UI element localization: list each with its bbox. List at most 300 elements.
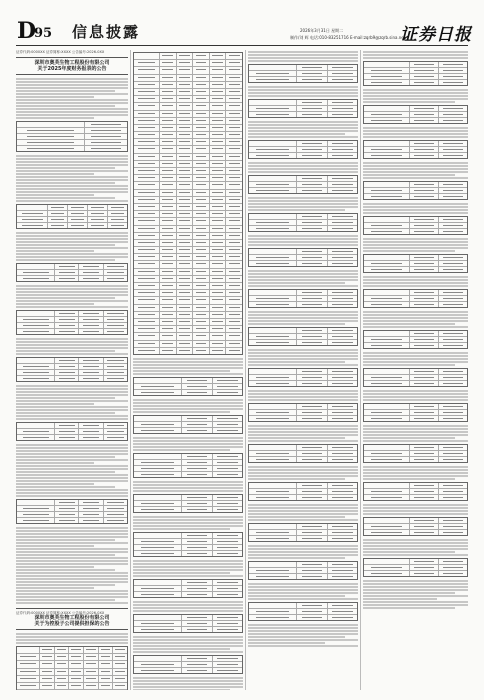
table-cell [193,297,210,303]
table-cell [160,67,177,73]
table-cell [177,82,194,88]
table-cell [249,141,297,146]
text-line [133,689,230,690]
text-line [133,566,243,568]
table-cell [134,472,182,477]
table-cell [410,147,439,152]
table-row [134,319,242,326]
table-cell [17,205,48,210]
table-cell [210,175,227,181]
table-cell [226,333,242,339]
table-cell [213,378,242,383]
data-table [363,254,468,273]
text-line [248,86,358,88]
text-line [16,462,94,464]
table-cell [108,223,127,228]
table-row [364,80,467,85]
table-cell [328,214,357,219]
table-cell [226,197,242,203]
table-cell [113,676,127,682]
table-cell [297,106,327,111]
table-row [17,676,127,683]
text-line [16,197,115,199]
table-row [134,103,242,110]
text-line [16,155,128,157]
text-line [248,235,358,237]
table-cell [193,312,210,318]
table-cell [55,423,79,428]
text-line [363,580,468,582]
announcement-title-line1: 深圳市奥芙生物工程股份有限公司 [34,615,110,621]
table-cell [226,276,242,282]
table-cell [226,75,242,81]
text-line [16,459,128,461]
text-line [363,89,468,91]
table-cell [410,565,439,570]
table-cell [17,676,40,682]
table-cell [68,217,88,222]
text-line [248,425,358,427]
table-cell [160,118,177,124]
table-cell [17,128,85,133]
table-row [134,204,242,211]
text-line [248,349,358,351]
column-4 [363,50,468,690]
table-cell [226,341,242,347]
text-line [248,639,358,641]
text-line [16,84,128,86]
table-row [134,290,242,297]
table-cell [193,204,210,210]
text-line [248,130,358,132]
data-table [133,494,243,513]
table-cell [439,194,467,199]
table-cell [99,654,114,660]
text-line [16,191,128,193]
table-cell [108,217,127,222]
table-cell [88,223,108,228]
table-cell [328,369,357,374]
announcement-body [16,633,128,690]
data-table [16,263,128,282]
table-cell [297,483,327,488]
text-line [363,165,468,167]
table-row [134,668,242,673]
table-cell [17,217,48,222]
table-cell [439,457,467,462]
text-line [133,443,243,445]
text-line [248,548,358,550]
data-table [248,561,358,580]
table-cell [104,358,127,363]
table-cell [439,80,467,85]
table-cell [297,524,327,529]
text-line [248,396,358,398]
text-line [248,431,358,433]
table-cell [99,661,114,667]
table-cell [84,654,99,660]
table-cell [17,311,55,316]
table-row [134,254,242,261]
text-line [363,171,468,173]
table-cell [134,466,182,471]
data-table [248,64,358,83]
text-line [248,51,358,53]
table-cell [210,53,227,59]
text-line [16,397,115,399]
text-line [133,487,243,489]
table-cell [364,375,410,380]
text-line [16,450,128,452]
table-row [134,283,242,290]
text-line [248,206,358,208]
table-cell [439,255,467,260]
table-cell [55,654,70,660]
text-line [363,203,468,205]
table-cell [99,676,114,682]
table-cell [439,267,467,272]
table-cell [160,146,177,152]
table-cell [84,676,99,682]
text-line [133,572,230,574]
table-cell [210,132,227,138]
table-cell [160,240,177,246]
table-cell [134,348,160,354]
table-cell [210,197,227,203]
table-cell [69,661,84,667]
table-cell [177,75,194,81]
table-row [17,223,127,228]
table-cell [226,53,242,59]
table-cell [210,261,227,267]
text-line [16,474,128,476]
text-line [248,197,358,199]
table-cell [177,319,194,325]
table-cell [364,290,410,295]
table-row [364,267,467,272]
text-line [248,311,358,313]
table-cell [364,524,410,529]
table-cell [328,261,357,266]
table-row [249,226,357,231]
table-cell [213,627,242,632]
table-cell [226,132,242,138]
table-cell [364,217,410,222]
table-cell [177,297,194,303]
text-line [16,388,128,390]
table-cell [439,223,467,228]
text-line [248,279,358,281]
table-cell [193,125,210,131]
table-cell [193,247,210,253]
table-cell [297,381,327,386]
table-cell [177,341,194,347]
masthead-rule [16,45,468,46]
text-line [363,212,468,214]
text-line [16,288,128,290]
table-row [134,111,242,118]
table-cell [177,290,194,296]
table-cell [177,139,194,145]
table-cell [40,676,55,682]
table-cell [85,128,127,133]
table-cell [439,483,467,488]
table-cell [249,340,297,345]
table-cell [439,118,467,123]
text-line [248,475,358,477]
text-line [248,320,358,322]
table-cell [134,118,160,124]
table-cell [160,204,177,210]
table-cell [410,194,439,199]
table-cell [177,226,194,232]
table-cell [210,161,227,167]
table-cell [134,247,160,253]
table-cell [213,422,242,427]
table-cell [160,333,177,339]
table-cell [182,378,212,383]
table-cell [182,507,212,512]
text-line [363,162,468,164]
table-cell [40,669,55,675]
text-line [16,572,128,574]
text-line [16,297,115,299]
text-line [363,475,468,477]
text-line [248,595,345,597]
text-line [16,232,128,234]
table-cell [328,404,357,409]
table-cell [160,103,177,109]
table-cell [79,518,103,523]
text-line [16,87,128,89]
text-line [248,434,358,436]
table-cell [364,112,410,117]
table-cell [134,501,182,506]
data-table [248,327,358,346]
table-cell [55,518,79,523]
text-line [16,560,128,562]
table-cell [328,375,357,380]
table-cell [410,74,439,79]
table-cell [249,495,297,500]
table-cell [55,683,70,689]
table-cell [134,390,182,395]
table-cell [249,302,297,307]
text-line [363,177,468,179]
text-line [363,551,455,553]
table-row [134,305,242,312]
table-cell [160,261,177,267]
text-line [363,282,468,284]
table-cell [104,270,127,275]
table-cell [113,683,127,689]
table-cell [226,89,242,95]
table-cell [297,296,327,301]
text-line [248,630,358,632]
table-cell [134,269,160,275]
table-cell [88,217,108,222]
data-table [16,499,128,524]
table-cell [364,559,410,564]
table-row [249,112,357,117]
data-table [363,482,468,501]
table-cell [134,539,182,544]
table-row [364,118,467,123]
text-line [363,250,455,252]
text-line [16,105,115,107]
table-row [134,154,242,161]
table-row [134,96,242,103]
table-cell [439,495,467,500]
table-cell [364,518,410,523]
text-line [16,406,128,408]
table-cell [182,627,212,632]
table-cell [226,168,242,174]
table-cell [249,489,297,494]
text-line [16,639,128,641]
table-cell [160,218,177,224]
table-row [364,571,467,576]
table-cell [17,654,40,660]
text-line [248,162,358,164]
table-cell [249,249,297,254]
text-line [363,513,468,515]
text-line [248,589,358,591]
data-table [133,579,243,598]
page-letter: D [17,18,37,44]
data-table [16,357,128,382]
editor-contact-line: 制作/刘 辉 电话:010-83251716 E-mail:zqrb9@zqrb.sina.net [290,35,406,40]
table-cell [297,147,327,152]
table-cell [79,270,103,275]
text-line [16,566,94,568]
page-number-logo [17,20,65,42]
table-cell [226,111,242,117]
table-cell [134,276,160,282]
text-line [363,592,455,594]
table-row [134,312,242,319]
table-cell [160,82,177,88]
table-cell [134,592,182,597]
table-cell [410,410,439,415]
table-cell [160,53,177,59]
text-line [133,519,243,521]
text-line [16,170,128,172]
table-cell [193,175,210,181]
table-cell [160,233,177,239]
table-cell [439,106,467,111]
data-table [363,289,468,308]
table-cell [69,647,84,653]
table-row [134,261,242,268]
table-cell [104,329,127,334]
table-cell [69,683,84,689]
table-cell [364,229,410,234]
table-cell [210,290,227,296]
table-row [17,683,127,690]
table-cell [48,205,68,210]
table-cell [193,53,210,59]
data-table [248,602,358,621]
table-cell [226,182,242,188]
text-line [133,367,243,369]
text-line [248,440,358,442]
table-cell [177,125,194,131]
table-row [134,197,242,204]
table-cell [55,500,79,505]
table-cell [439,524,467,529]
table-cell [328,112,357,117]
text-line [363,434,468,436]
table-cell [297,562,327,567]
table-cell [297,369,327,374]
text-line [363,352,468,354]
table-row [17,661,127,668]
text-line [16,468,128,470]
text-line [16,593,128,595]
table-cell [226,305,242,311]
table-cell [328,445,357,450]
table-cell [193,139,210,145]
text-line [16,415,128,417]
table-cell [297,334,327,339]
table-cell [213,533,242,538]
table-row [134,211,242,218]
table-row [249,188,357,193]
table-cell [182,384,212,389]
announcement-meta: 证券代码:0000XX 证券简称:XXXX 公告编号:2026-0XX [16,50,105,54]
text-line [16,581,128,583]
table-cell [226,319,242,325]
table-cell [364,404,410,409]
table-cell [113,647,127,653]
text-line [133,525,243,527]
text-line [248,57,358,59]
table-cell [210,204,227,210]
announcement-title-line2: 关于2025年度财务报表的公告 [37,66,107,72]
text-line [248,545,358,547]
table-cell [364,255,410,260]
table-cell [249,153,297,158]
text-line [16,285,128,287]
table-cell [104,311,127,316]
table-cell [79,500,103,505]
table-row [17,376,127,381]
table-cell [226,139,242,145]
table-row [249,340,357,345]
page-number: 95 [34,26,53,41]
table-cell [134,454,182,459]
table-cell [177,283,194,289]
table-cell [177,161,194,167]
table-cell [439,217,467,222]
text-line [16,173,94,175]
data-table [363,517,468,536]
table-cell [439,530,467,535]
text-line [248,642,325,644]
text-line [363,364,455,366]
table-cell [193,75,210,81]
text-line [248,241,358,243]
text-line [16,599,115,601]
table-cell [249,334,297,339]
text-line [16,533,128,535]
table-row [134,240,242,247]
table-cell [17,429,55,434]
text-line [248,168,358,170]
table-cell [177,218,194,224]
data-table [363,105,468,124]
